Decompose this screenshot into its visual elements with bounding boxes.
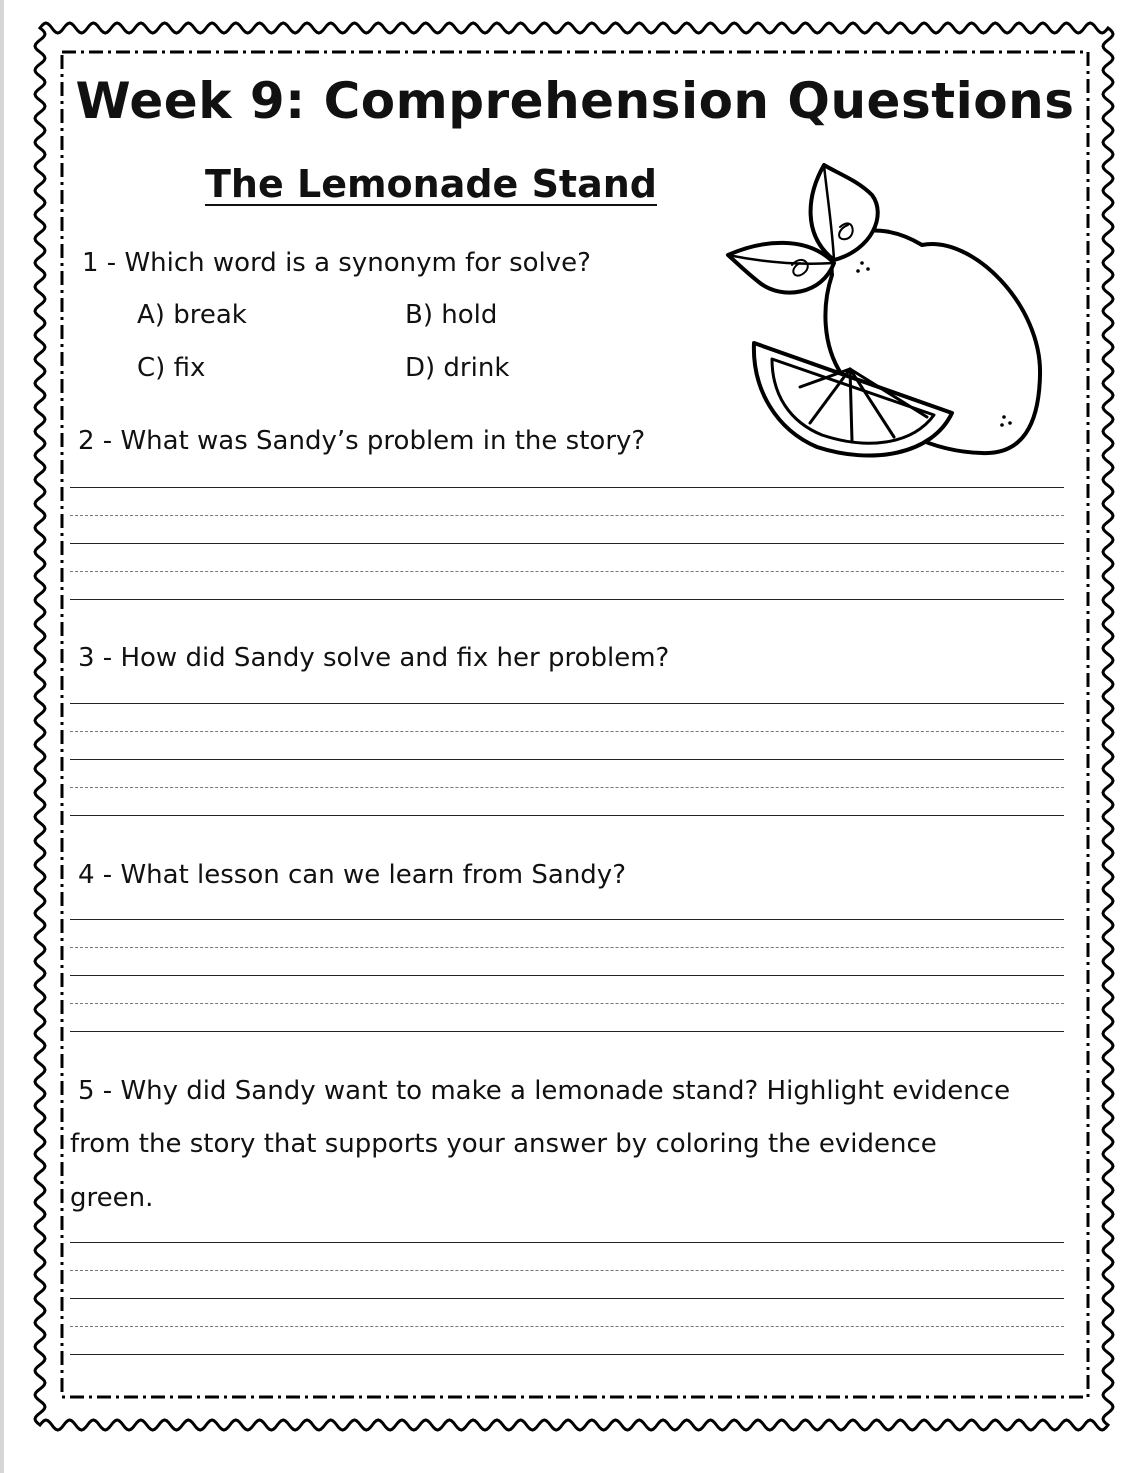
lemon-icon <box>722 155 1052 475</box>
q1-option-c[interactable]: C) fix <box>137 353 206 383</box>
page-title: Week 9: Comprehension Questions <box>75 72 1075 130</box>
question-5-line-1: 5 - Why did Sandy want to make a lemonade stand? Highlight evidence <box>78 1076 1011 1106</box>
answer-lines-q4[interactable] <box>70 919 1064 1032</box>
question-1: 1 - Which word is a synonym for solve? <box>82 248 591 278</box>
answer-lines-q2[interactable] <box>70 487 1064 600</box>
question-5-line-2: from the story that supports your answer by coloring the evidence <box>70 1129 937 1159</box>
question-5-line-3: green. <box>70 1183 154 1213</box>
question-3: 3 - How did Sandy solve and fix her problem? <box>78 643 670 673</box>
q1-option-a[interactable]: A) break <box>137 300 247 330</box>
answer-lines-q3[interactable] <box>70 703 1064 816</box>
q1-option-b[interactable]: B) hold <box>405 300 498 330</box>
question-4: 4 - What lesson can we learn from Sandy? <box>78 860 626 890</box>
q1-option-d[interactable]: D) drink <box>405 353 510 383</box>
story-title: The Lemonade Stand <box>205 162 657 206</box>
answer-lines-q5[interactable] <box>70 1242 1064 1355</box>
question-2: 2 - What was Sandy’s problem in the story? <box>78 426 646 456</box>
